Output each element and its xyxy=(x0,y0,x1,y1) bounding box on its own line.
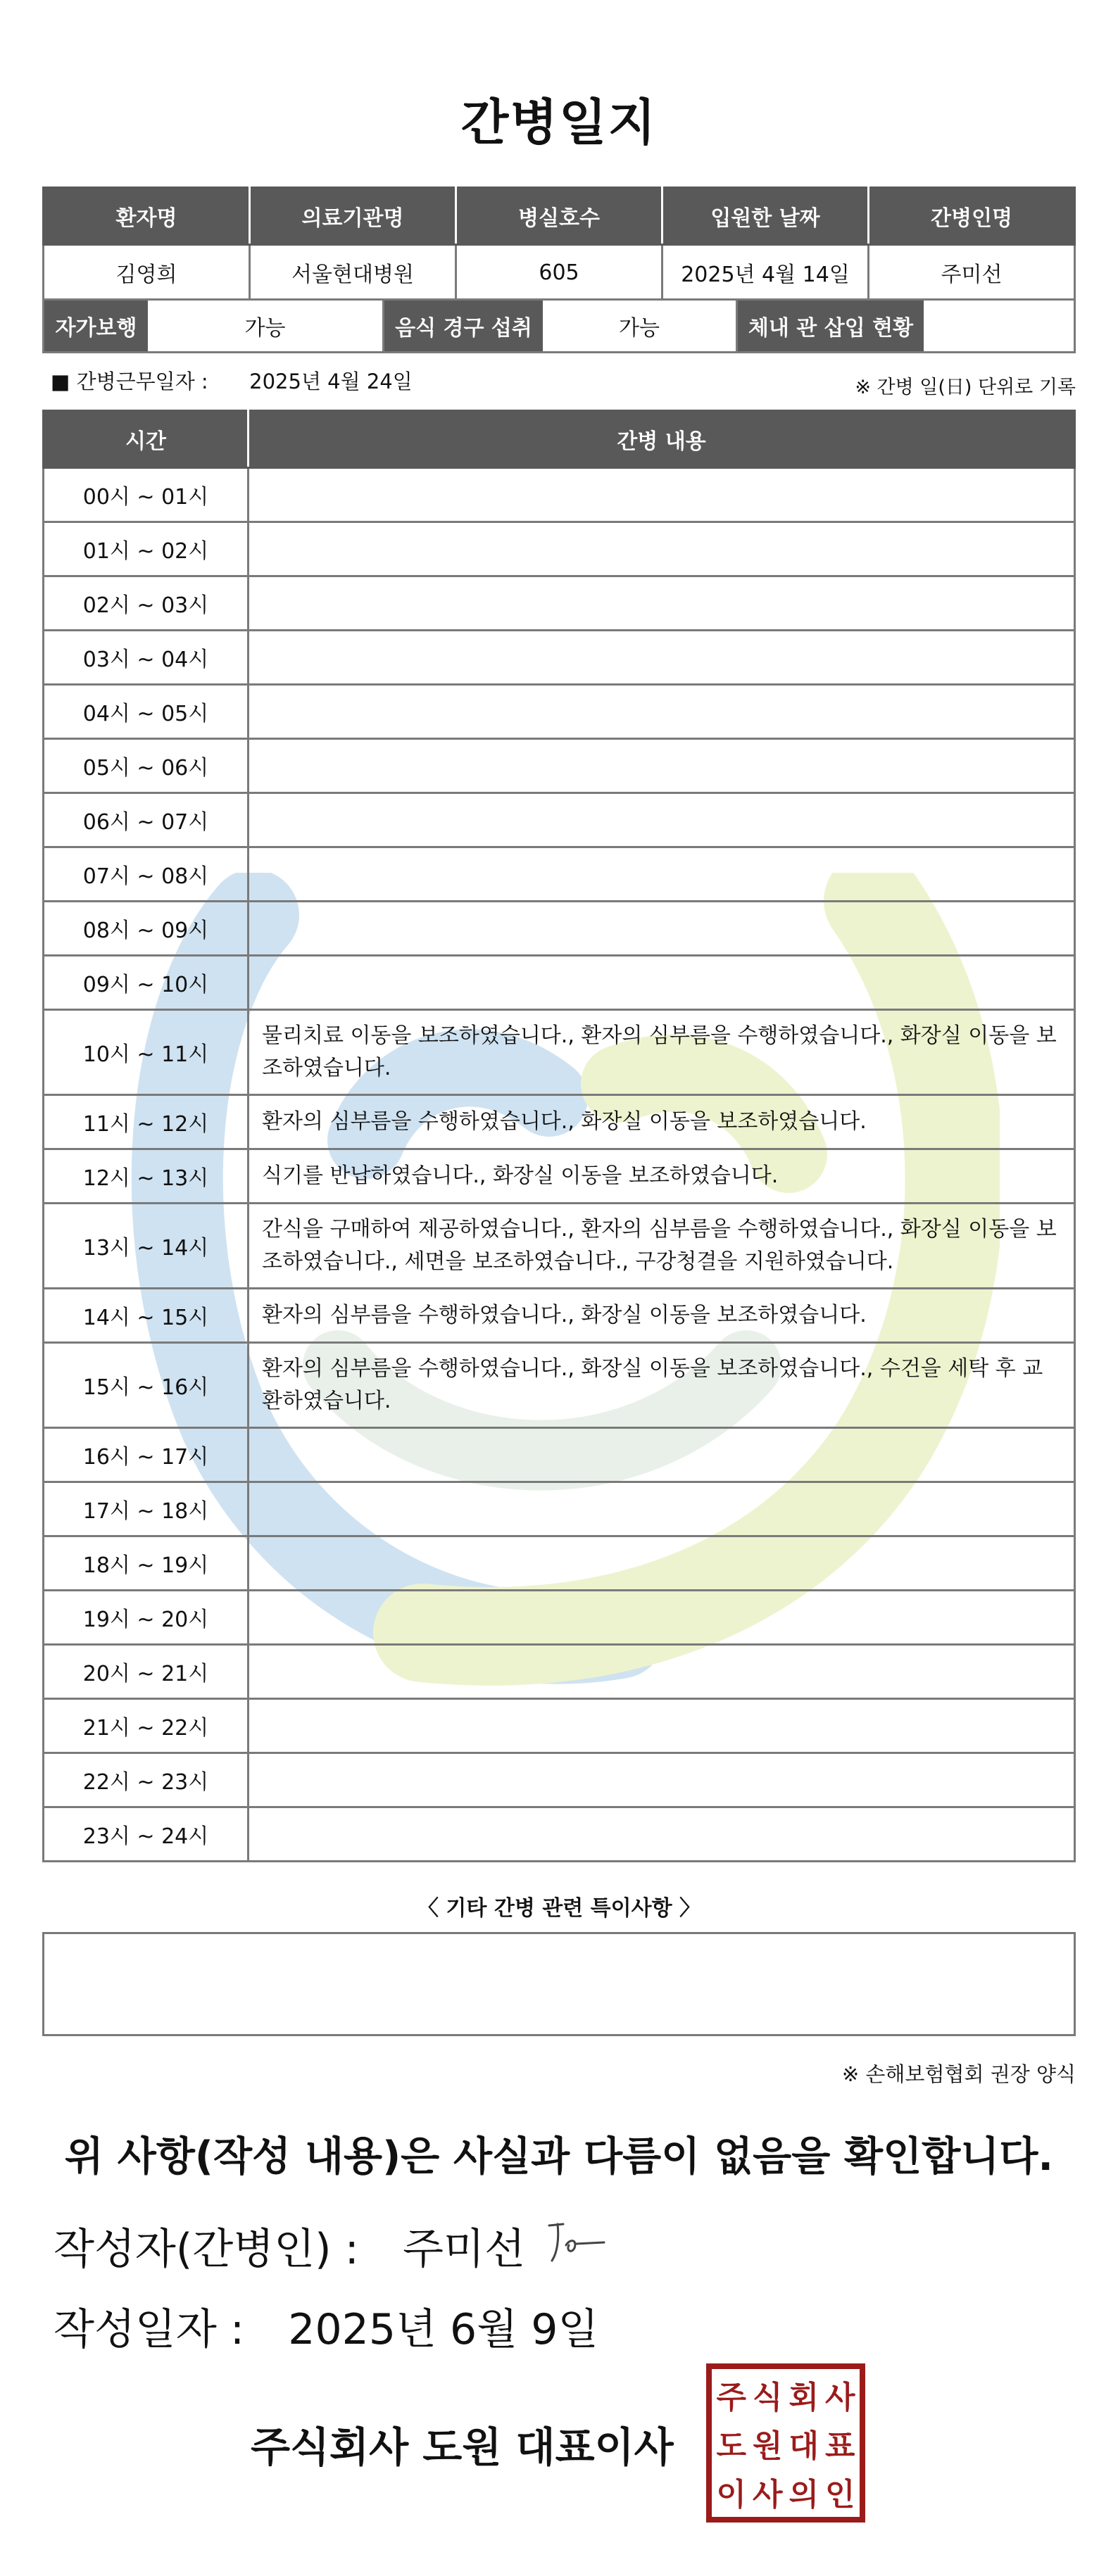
time-cell: 19시 ~ 20시 xyxy=(44,1591,249,1645)
content-cell xyxy=(249,739,1075,793)
content-cell xyxy=(249,468,1075,522)
author-label: 작성자(간병인) : xyxy=(54,2225,359,2274)
header-time: 시간 xyxy=(44,411,249,468)
content-cell xyxy=(249,522,1075,576)
table-row xyxy=(44,1699,1075,1753)
duty-date-label: ■ 간병근무일자 : xyxy=(51,370,208,393)
time-cell: 02시 ~ 03시 xyxy=(44,576,249,631)
table-row xyxy=(44,1753,1075,1807)
seal-char: 도 xyxy=(716,2427,746,2464)
content-cell xyxy=(249,1536,1075,1591)
header-care-content: 간병 내용 xyxy=(249,411,1075,468)
content-cell: 환자의 심부름을 수행하였습니다., 화장실 이동을 보조하였습니다., 수건을 세탁 후 교환하였습니다. xyxy=(249,1343,1075,1428)
seal-char: 원 xyxy=(752,2427,783,2464)
time-cell: 15시 ~ 16시 xyxy=(44,1343,249,1428)
admission-date: 2025년 4월 14일 xyxy=(662,245,869,301)
content-cell xyxy=(249,1591,1075,1645)
seal-char: 의 xyxy=(789,2476,819,2513)
content-cell xyxy=(249,793,1075,847)
content-cell xyxy=(249,847,1075,902)
time-cell: 09시 ~ 10시 xyxy=(44,956,249,1010)
table-row xyxy=(44,793,1075,847)
content-cell: 물리치료 이동을 보조하였습니다., 환자의 심부름을 수행하였습니다., 화장실 이동을 보조하였습니다. xyxy=(249,1010,1075,1095)
seal-characters xyxy=(713,2370,858,2515)
time-cell: 22시 ~ 23시 xyxy=(44,1753,249,1807)
table-row xyxy=(44,1289,1075,1343)
seal-char: 식 xyxy=(752,2380,783,2416)
seal-char: 사 xyxy=(752,2476,783,2513)
table-row xyxy=(44,631,1075,685)
table-row xyxy=(44,902,1075,956)
content-cell xyxy=(249,1699,1075,1753)
time-cell: 16시 ~ 17시 xyxy=(44,1428,249,1482)
content-cell xyxy=(249,631,1075,685)
time-cell: 05시 ~ 06시 xyxy=(44,739,249,793)
table-row xyxy=(44,685,1075,739)
eating-label: 음식 경구 섭취 xyxy=(384,301,543,351)
time-cell: 18시 ~ 19시 xyxy=(44,1536,249,1591)
page-title: 간병일지 xyxy=(460,94,658,151)
schedule-header-row xyxy=(44,411,1075,468)
content-cell xyxy=(249,1645,1075,1699)
table-row xyxy=(44,1343,1075,1428)
company-name: 주식회사 도원 대표이사 xyxy=(251,2423,674,2471)
hospital-name: 서울현대병원 xyxy=(250,245,456,301)
table-row xyxy=(44,739,1075,793)
time-cell: 06시 ~ 07시 xyxy=(44,793,249,847)
table-row xyxy=(44,956,1075,1010)
table-row xyxy=(44,1591,1075,1645)
time-cell: 01시 ~ 02시 xyxy=(44,522,249,576)
header-room: 병실호수 xyxy=(456,188,662,245)
duty-date-line xyxy=(51,366,1076,401)
time-cell: 17시 ~ 18시 xyxy=(44,1482,249,1536)
info-header-row xyxy=(44,188,1075,245)
table-row xyxy=(44,468,1075,522)
caregiver-name: 주미선 xyxy=(869,245,1075,301)
table-row xyxy=(44,1010,1075,1095)
seal-char: 회 xyxy=(789,2380,819,2416)
confirmation-statement: 위 사항(작성 내용)은 사실과 다름이 없음을 확인합니다. xyxy=(64,2133,1054,2180)
time-cell: 11시 ~ 12시 xyxy=(44,1095,249,1149)
date-line xyxy=(54,2296,598,2356)
tube-value xyxy=(924,301,1074,351)
time-cell: 00시 ~ 01시 xyxy=(44,468,249,522)
time-cell: 07시 ~ 08시 xyxy=(44,847,249,902)
content-cell xyxy=(249,956,1075,1010)
content-cell: 식기를 반납하였습니다., 화장실 이동을 보조하였습니다. xyxy=(249,1149,1075,1204)
table-row xyxy=(44,1645,1075,1699)
content-cell xyxy=(249,685,1075,739)
recommend-note: ※ 손해보험협회 권장 양식 xyxy=(841,2062,1076,2086)
care-schedule-table xyxy=(42,410,1076,1862)
duty-date-value: 2025년 4월 24일 xyxy=(249,370,413,393)
walking-value: 가능 xyxy=(148,301,384,351)
header-hospital: 의료기관명 xyxy=(250,188,456,245)
unit-note: ※ 간병 일(日) 단위로 기록 xyxy=(855,377,1076,398)
seal-char: 표 xyxy=(824,2427,855,2464)
walking-label: 자가보행 xyxy=(44,301,148,351)
info-value-row xyxy=(44,245,1075,301)
table-row xyxy=(44,1536,1075,1591)
notes-title: 〈 기타 간병 관련 특이사항 〉 xyxy=(417,1896,701,1921)
content-cell xyxy=(249,576,1075,631)
time-cell: 04시 ~ 05시 xyxy=(44,685,249,739)
seal-char: 인 xyxy=(824,2476,855,2513)
time-cell: 20시 ~ 21시 xyxy=(44,1645,249,1699)
status-row xyxy=(42,298,1076,353)
date-value: 2025년 6월 9일 xyxy=(288,2305,599,2354)
time-cell: 14시 ~ 15시 xyxy=(44,1289,249,1343)
table-row xyxy=(44,1204,1075,1289)
table-row xyxy=(44,576,1075,631)
patient-name: 김영희 xyxy=(44,245,250,301)
table-row xyxy=(44,1428,1075,1482)
header-caregiver: 간병인명 xyxy=(869,188,1075,245)
time-cell: 12시 ~ 13시 xyxy=(44,1149,249,1204)
room-number: 605 xyxy=(456,245,662,301)
content-cell xyxy=(249,1428,1075,1482)
content-cell xyxy=(249,1807,1075,1862)
content-cell: 간식을 구매하여 제공하였습니다., 환자의 심부름을 수행하였습니다., 화장실 이동을 보조하였습니다., 세면을 보조하였습니다., 구강청결을 지원하였습니다. xyxy=(249,1204,1075,1289)
time-cell: 08시 ~ 09시 xyxy=(44,902,249,956)
patient-info-table xyxy=(42,187,1076,301)
signature-icon xyxy=(542,2217,613,2266)
table-row xyxy=(44,1149,1075,1204)
time-cell: 21시 ~ 22시 xyxy=(44,1699,249,1753)
seal-char: 사 xyxy=(824,2380,855,2416)
table-row xyxy=(44,1807,1075,1862)
content-cell: 환자의 심부름을 수행하였습니다., 화장실 이동을 보조하였습니다. xyxy=(249,1289,1075,1343)
content-cell xyxy=(249,1482,1075,1536)
table-row xyxy=(44,1482,1075,1536)
content-cell: 환자의 심부름을 수행하였습니다., 화장실 이동을 보조하였습니다. xyxy=(249,1095,1075,1149)
time-cell: 10시 ~ 11시 xyxy=(44,1010,249,1095)
author-line xyxy=(54,2216,525,2276)
date-label: 작성일자 : xyxy=(54,2305,245,2354)
seal-char: 이 xyxy=(716,2476,746,2513)
notes-box xyxy=(42,1932,1076,2036)
seal-char: 대 xyxy=(789,2427,819,2464)
time-cell: 23시 ~ 24시 xyxy=(44,1807,249,1862)
table-row xyxy=(44,1095,1075,1149)
content-cell xyxy=(249,1753,1075,1807)
table-row xyxy=(44,847,1075,902)
table-row xyxy=(44,522,1075,576)
eating-value: 가능 xyxy=(543,301,738,351)
tube-label: 체내 관 삽입 현황 xyxy=(738,301,924,351)
time-cell: 13시 ~ 14시 xyxy=(44,1204,249,1289)
content-cell xyxy=(249,902,1075,956)
header-admission-date: 입원한 날짜 xyxy=(662,188,869,245)
company-seal-icon xyxy=(706,2363,865,2523)
header-patient-name: 환자명 xyxy=(44,188,250,245)
author-name: 주미선 xyxy=(403,2225,525,2274)
time-cell: 03시 ~ 04시 xyxy=(44,631,249,685)
seal-char: 주 xyxy=(716,2380,746,2416)
